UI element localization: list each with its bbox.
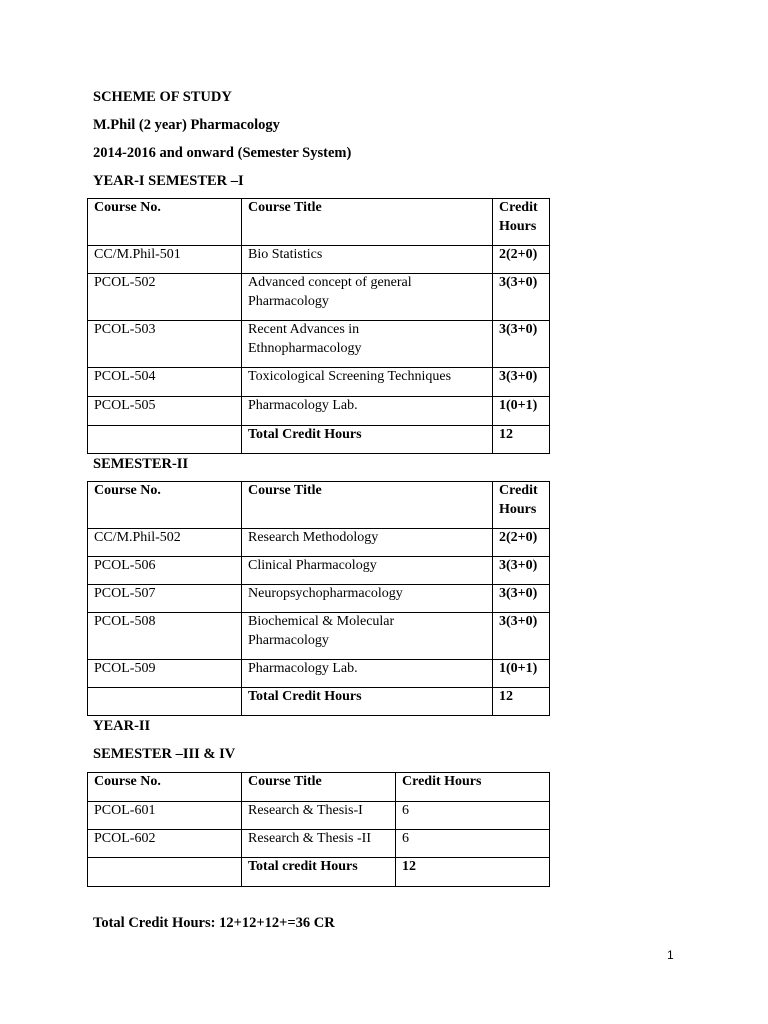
table-row [88, 830, 550, 858]
year1-semester1-heading: YEAR-I SEMESTER –I [93, 173, 244, 189]
table-row [88, 557, 550, 585]
table-row [88, 529, 550, 557]
course-title: Advanced concept of general Pharmacology [242, 274, 493, 321]
course-no: PCOL-507 [88, 585, 242, 613]
semester-2-heading: SEMESTER-II [93, 456, 189, 472]
header-credit-hours: Credit Hours [396, 773, 550, 802]
table-row [88, 321, 550, 368]
total-label: Total Credit Hours [242, 688, 493, 716]
table-row [88, 368, 550, 397]
table-row [88, 613, 550, 660]
course-no: PCOL-508 [88, 613, 242, 660]
course-title: Research & Thesis-I [242, 802, 396, 830]
scheme-heading: SCHEME OF STUDY [93, 89, 232, 105]
table-header-row [88, 773, 550, 802]
credit-hours: 3(3+0) [493, 368, 550, 397]
semester-3-4-heading: SEMESTER –III & IV [93, 746, 236, 762]
course-no: PCOL-602 [88, 830, 242, 858]
header-course-title: Course Title [242, 482, 493, 529]
header-course-no: Course No. [88, 482, 242, 529]
total-label: Total Credit Hours [242, 426, 493, 454]
header-course-no: Course No. [88, 199, 242, 246]
course-title: Research & Thesis -II [242, 830, 396, 858]
session-heading: 2014-2016 and onward (Semester System) [93, 145, 352, 161]
semester-3-4-table [87, 772, 550, 887]
empty-cell [88, 688, 242, 716]
page-number: 1 [667, 948, 674, 962]
table-row [88, 246, 550, 274]
table-total-row [88, 688, 550, 716]
credit-hours: 3(3+0) [493, 321, 550, 368]
total-value: 12 [396, 858, 550, 887]
credit-hours: 6 [396, 802, 550, 830]
table-row [88, 585, 550, 613]
table-header-row [88, 482, 550, 529]
total-value: 12 [493, 426, 550, 454]
course-title: Research Methodology [242, 529, 493, 557]
credit-hours: 2(2+0) [493, 529, 550, 557]
course-title: Neuropsychopharmacology [242, 585, 493, 613]
course-no: CC/M.Phil-501 [88, 246, 242, 274]
empty-cell [88, 858, 242, 887]
course-title: Biochemical & Molecular Pharmacology [242, 613, 493, 660]
header-credit-hours: Credit Hours [493, 199, 550, 246]
total-value: 12 [493, 688, 550, 716]
course-no: PCOL-504 [88, 368, 242, 397]
course-no: CC/M.Phil-502 [88, 529, 242, 557]
credit-hours: 6 [396, 830, 550, 858]
total-label: Total credit Hours [242, 858, 396, 887]
header-course-title: Course Title [242, 773, 396, 802]
year2-heading: YEAR-II [93, 718, 151, 734]
header-credit-hours: Credit Hours [493, 482, 550, 529]
course-title: Pharmacology Lab. [242, 660, 493, 688]
table-row [88, 274, 550, 321]
table-row [88, 802, 550, 830]
table-header-row [88, 199, 550, 246]
table-total-row [88, 858, 550, 887]
table-row [88, 660, 550, 688]
course-title: Bio Statistics [242, 246, 493, 274]
course-title: Toxicological Screening Techniques [242, 368, 493, 397]
grand-total-credit-hours: Total Credit Hours: 12+12+12+=36 CR [93, 915, 335, 931]
course-no: PCOL-503 [88, 321, 242, 368]
course-no: PCOL-506 [88, 557, 242, 585]
credit-hours: 1(0+1) [493, 660, 550, 688]
semester-2-table [87, 481, 550, 716]
semester-1-table [87, 198, 550, 454]
credit-hours: 2(2+0) [493, 246, 550, 274]
course-title: Pharmacology Lab. [242, 397, 493, 426]
credit-hours: 1(0+1) [493, 397, 550, 426]
credit-hours: 3(3+0) [493, 274, 550, 321]
course-no: PCOL-505 [88, 397, 242, 426]
header-course-no: Course No. [88, 773, 242, 802]
course-no: PCOL-509 [88, 660, 242, 688]
credit-hours: 3(3+0) [493, 585, 550, 613]
course-title: Recent Advances in Ethnopharmacology [242, 321, 493, 368]
header-course-title: Course Title [242, 199, 493, 246]
table-total-row [88, 426, 550, 454]
course-no: PCOL-502 [88, 274, 242, 321]
table-row [88, 397, 550, 426]
course-no: PCOL-601 [88, 802, 242, 830]
credit-hours: 3(3+0) [493, 613, 550, 660]
course-title: Clinical Pharmacology [242, 557, 493, 585]
program-heading: M.Phil (2 year) Pharmacology [93, 117, 280, 133]
credit-hours: 3(3+0) [493, 557, 550, 585]
empty-cell [88, 426, 242, 454]
